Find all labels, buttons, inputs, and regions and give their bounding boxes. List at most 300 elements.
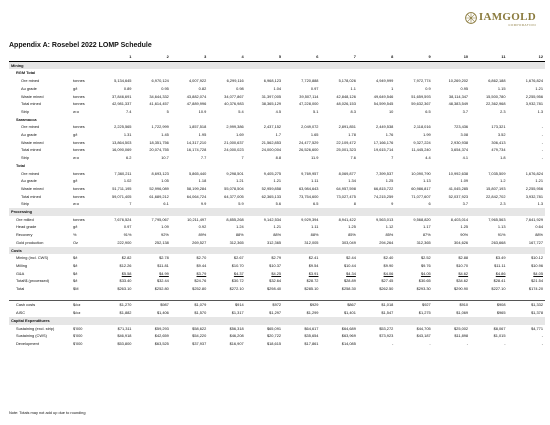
value-cell: 47,889,996 — [186, 101, 207, 107]
value-cell — [208, 61, 245, 69]
section-row — [9, 61, 545, 69]
row-label: Saramacca — [16, 116, 37, 122]
value-cell — [133, 293, 170, 301]
value-cell: 0.64 — [535, 224, 543, 230]
table-row — [9, 262, 545, 270]
value-cell — [96, 247, 133, 255]
value-cell: 14,317,210 — [186, 139, 207, 145]
value-cell — [208, 247, 245, 255]
value-cell: 41,614,457 — [149, 101, 169, 107]
value-cell: 294,264 — [379, 239, 394, 245]
value-cell: 37,846,691 — [111, 93, 132, 99]
value-cell: 10.7 — [161, 155, 169, 161]
value-cell: $17,861 — [304, 341, 319, 346]
value-cell: 7,676,524 — [114, 216, 132, 222]
year-header: 2 — [133, 53, 170, 61]
value-cell: 10,211,497 — [187, 216, 207, 222]
value-cell — [283, 293, 320, 301]
table-header-row — [9, 53, 545, 61]
value-cell: 5,178,026 — [338, 78, 356, 84]
value-cell: 1.13 — [497, 224, 506, 230]
value-cell — [470, 116, 507, 124]
value-cell: 1,676,824 — [525, 170, 543, 176]
value-cell: 8,941,422 — [338, 216, 356, 222]
value-cell: 312,365 — [266, 239, 282, 245]
value-cell — [395, 116, 432, 124]
value-cell: 5.1 — [313, 108, 319, 114]
value-cell: 15,807,193 — [486, 185, 506, 191]
value-cell: 1.04 — [273, 85, 282, 91]
value-cell: $9.76 — [420, 262, 431, 268]
value-cell: $2.79 — [271, 255, 282, 261]
row-label: Au grade — [21, 178, 37, 184]
value-cell: $1,275 — [418, 310, 431, 316]
value-cell: $53,272 — [379, 325, 394, 331]
value-cell — [470, 270, 507, 278]
value-cell: 7,641,929 — [525, 216, 543, 222]
value-cell: $43,187 — [416, 333, 431, 339]
value-cell — [96, 293, 133, 301]
value-cell: 0.82 — [198, 85, 207, 91]
row-label: Recovery — [16, 232, 33, 238]
row-unit: % — [73, 232, 77, 238]
value-cell: - — [391, 341, 394, 346]
row-unit: tonnes — [73, 93, 85, 99]
value-cell — [283, 162, 320, 170]
value-cell — [470, 247, 507, 255]
value-cell: $64,689 — [341, 325, 356, 331]
value-cell: - — [541, 132, 543, 138]
value-cell: $910 — [433, 301, 470, 309]
value-cell: 34,077,867 — [224, 93, 244, 99]
value-cell: 9,405,275 — [263, 170, 282, 176]
value-cell: 1.3 — [537, 201, 543, 207]
value-cell: $30.72 — [231, 278, 244, 284]
row-unit: w:o — [73, 201, 80, 207]
value-cell: 52,996,089 — [149, 185, 169, 191]
value-cell: 1.11 — [311, 178, 319, 184]
value-cell — [395, 293, 432, 301]
value-cell — [320, 208, 357, 216]
value-cell: 34,644,332 — [149, 93, 169, 99]
row-label: Strip — [21, 108, 29, 114]
value-cell: $30.65 — [418, 278, 431, 284]
value-cell: - — [466, 341, 469, 346]
value-cell: - — [541, 124, 543, 130]
value-cell: $8,067 — [493, 325, 506, 331]
value-cell: $285.10 — [304, 286, 319, 292]
table-row — [9, 325, 545, 333]
value-cell: - — [429, 341, 431, 346]
value-cell: 60,986,817 — [411, 185, 431, 191]
value-cell: $972 — [246, 301, 283, 309]
row-label: Ore mined — [21, 170, 40, 176]
value-cell: 87% — [422, 232, 431, 238]
value-cell — [358, 270, 395, 278]
value-text: $4.34 — [346, 270, 356, 276]
value-cell: 10,269,202 — [448, 78, 469, 84]
value-cell — [133, 247, 170, 255]
value-cell: 1.69 — [236, 132, 244, 138]
value-cell: 8.3 — [350, 108, 356, 114]
value-cell: 1.76 — [385, 132, 394, 138]
row-unit: g/t — [73, 178, 78, 184]
value-cell — [320, 116, 357, 124]
value-cell: $32.44 — [156, 278, 169, 284]
row-unit: $/oz — [73, 310, 81, 316]
value-cell: 2,437,152 — [263, 124, 282, 130]
value-cell: $262.50 — [379, 286, 394, 292]
value-cell: $46,918 — [117, 333, 132, 339]
value-cell: 0.95 — [161, 85, 169, 91]
value-cell: 22,842,702 — [486, 193, 506, 199]
value-cell: 92% — [161, 232, 169, 238]
value-cell: $28.41 — [493, 278, 506, 284]
value-cell: $965 — [496, 310, 506, 316]
value-cell: 1.09 — [161, 224, 169, 230]
value-cell: 10,992,638 — [448, 170, 469, 176]
row-label: Mining (incl. CWS) — [16, 255, 49, 261]
value-cell: 7.4 — [126, 108, 132, 114]
value-cell: $1,270 — [96, 301, 133, 309]
value-cell — [508, 293, 546, 301]
value-text: $4.05 — [533, 270, 543, 276]
year-header: 9 — [395, 53, 432, 61]
value-text: $4.62 — [458, 270, 469, 276]
value-cell: 9,327,224 — [413, 139, 431, 145]
row-unit: w:o — [73, 108, 80, 114]
logo-name: IAMGOLD — [478, 11, 536, 23]
value-cell — [208, 69, 245, 77]
value-cell: 2,999,386 — [226, 124, 244, 130]
value-cell — [395, 270, 432, 278]
row-unit: tonnes — [73, 101, 85, 107]
value-cell: 91% — [123, 232, 132, 238]
value-cell — [358, 293, 395, 301]
value-cell: 3,654,374 — [450, 147, 469, 153]
value-cell: 3,932,781 — [525, 193, 543, 199]
value-cell: 24,000,004 — [261, 147, 282, 153]
value-cell: 1.2 — [500, 178, 506, 184]
value-cell: 48,383,549 — [448, 101, 469, 107]
row-label: Capital Expenditures — [9, 317, 71, 325]
value-cell: 1.02 — [123, 178, 132, 184]
row-unit: tonnes — [73, 78, 85, 84]
spacer-row — [9, 293, 545, 301]
row-label: Total — [16, 162, 26, 168]
row-unit: tonnes — [73, 170, 85, 176]
value-cell: 40,376,983 — [224, 101, 244, 107]
row-unit — [71, 247, 96, 255]
value-cell: $10.44 — [343, 262, 356, 268]
table-row — [9, 177, 545, 185]
value-cell: $1,015 — [493, 333, 506, 339]
row-label: Milling — [16, 262, 28, 268]
value-cell: 1.11 — [311, 224, 319, 230]
value-cell — [320, 293, 357, 301]
value-cell — [320, 317, 357, 325]
value-cell: $1,882 — [119, 310, 132, 316]
value-cell: $1,079 — [171, 301, 208, 309]
value-cell — [96, 270, 133, 278]
value-cell: $10.96 — [531, 262, 543, 268]
value-cell: $290.90 — [454, 286, 469, 292]
value-cell: 4,949,999 — [375, 78, 394, 84]
value-cell: 7 — [241, 155, 244, 161]
value-cell — [96, 61, 133, 69]
table-row — [9, 231, 545, 239]
value-cell — [133, 162, 170, 170]
value-cell — [433, 317, 470, 325]
value-cell — [133, 61, 170, 69]
value-cell: 6.5 — [313, 201, 319, 207]
value-cell: 1 — [391, 85, 394, 91]
row-label: G&A — [16, 270, 25, 276]
value-cell: 64,064,724 — [186, 193, 207, 199]
value-cell: $1,317 — [231, 310, 244, 316]
table-row — [9, 332, 545, 340]
value-cell: 1.21 — [535, 85, 543, 91]
value-text: $4.37 — [233, 270, 244, 276]
value-cell: 9,769,957 — [301, 170, 319, 176]
value-cell: 1.21 — [535, 178, 543, 184]
value-cell — [395, 317, 432, 325]
value-cell: $1,297 — [269, 310, 282, 316]
row-unit: g/t — [73, 85, 78, 91]
value-cell: - — [504, 341, 506, 346]
header-cell — [71, 53, 96, 61]
row-label: Total\$ (processed) — [16, 278, 50, 284]
value-cell: 7 — [129, 201, 132, 207]
value-cell — [171, 208, 208, 216]
row-label: Waste mined — [21, 93, 44, 99]
value-cell: 74,215,259 — [373, 193, 394, 199]
row-unit: $/t — [73, 262, 78, 268]
value-cell: $25,002 — [454, 325, 469, 331]
value-cell: 25,001,323 — [336, 147, 356, 153]
value-cell — [283, 270, 320, 278]
value-text: $3.79 — [196, 270, 207, 276]
value-cell: $4,771 — [531, 325, 543, 331]
value-cell — [96, 208, 133, 216]
value-cell: 0.98 — [236, 85, 244, 91]
value-cell: 1.8 — [500, 155, 506, 161]
value-cell — [171, 116, 208, 124]
value-cell: $65,091 — [266, 325, 282, 331]
value-cell: 19,615,714 — [373, 147, 394, 153]
row-unit: tonnes — [73, 216, 85, 222]
value-cell: 10.9 — [198, 108, 207, 114]
value-cell — [433, 162, 470, 170]
value-cell — [246, 69, 283, 77]
table-row — [9, 200, 545, 208]
value-cell — [133, 208, 170, 216]
value-cell: $252.80 — [192, 286, 207, 292]
row-label: Au grade — [21, 132, 37, 138]
row-label: Total — [16, 286, 25, 292]
value-cell: 1.65 — [310, 132, 319, 138]
value-cell: $53,800 — [117, 341, 132, 346]
value-cell: 1.21 — [273, 224, 282, 230]
value-cell: $46,208 — [229, 333, 244, 339]
value-cell — [508, 162, 546, 170]
row-unit — [71, 61, 96, 69]
row-unit: $'000 — [73, 333, 83, 339]
table-row — [9, 139, 545, 147]
value-cell — [470, 293, 507, 301]
row-label: Waste mined — [21, 185, 44, 191]
value-cell: $10.37 — [269, 262, 282, 268]
value-cell: 5.4 — [238, 108, 244, 114]
row-unit: $/oz — [71, 301, 96, 309]
value-cell: 3.52 — [497, 132, 506, 138]
table-row — [9, 301, 545, 309]
row-label: Development — [16, 341, 39, 346]
value-cell — [320, 270, 357, 278]
value-cell: 11,445,240 — [411, 147, 431, 153]
value-cell — [358, 61, 395, 69]
value-cell: 1.7 — [275, 132, 282, 138]
year-header: 1 — [96, 53, 133, 61]
value-cell: $34.62 — [456, 278, 469, 284]
value-cell: 66,815,722 — [373, 185, 394, 191]
value-cell — [358, 69, 395, 77]
value-cell: 24,000,023 — [224, 147, 244, 153]
value-cell — [171, 270, 208, 278]
row-unit: $'000 — [73, 325, 83, 331]
year-header: 5 — [246, 53, 283, 61]
value-cell: $908 — [470, 301, 507, 309]
value-cell — [171, 162, 208, 170]
table-row — [9, 146, 545, 154]
value-cell: 6.5 — [425, 108, 431, 114]
value-cell: $10.70 — [456, 262, 469, 268]
value-cell: $1,401 — [343, 310, 356, 316]
value-cell: 85% — [385, 232, 394, 238]
value-cell: 51,711,195 — [112, 185, 132, 191]
row-unit: $'000 — [73, 341, 83, 346]
table-row — [9, 340, 545, 348]
row-label: Sustaining (excl. strip) — [16, 325, 55, 331]
value-cell: 7,399,537 — [375, 170, 394, 176]
value-cell: 6.1 — [163, 201, 169, 207]
table-row — [9, 85, 545, 93]
value-cell — [283, 69, 320, 77]
row-unit: g/t — [73, 132, 78, 138]
value-cell: $914 — [208, 301, 245, 309]
value-cell: 0.89 — [123, 85, 132, 91]
value-cell: 6,968,123 — [263, 78, 282, 84]
value-cell: $2.67 — [233, 255, 244, 261]
value-cell — [246, 270, 283, 278]
value-cell — [283, 61, 320, 69]
value-cell: $11.81 — [157, 262, 169, 268]
value-cell: 16,174,728 — [186, 147, 207, 153]
value-cell — [208, 208, 245, 216]
value-cell — [171, 69, 208, 77]
value-cell: 1.24 — [236, 224, 244, 230]
value-cell: $9.44 — [196, 262, 207, 268]
value-cell: 1.99 — [423, 132, 431, 138]
value-cell: $258.30 — [341, 286, 356, 292]
value-cell: 20,074,755 — [149, 147, 169, 153]
value-cell: 88% — [273, 232, 282, 238]
value-cell: 43,882,074 — [186, 93, 207, 99]
value-cell: $18,615 — [266, 341, 282, 346]
value-cell: 0.97 — [123, 224, 132, 230]
table-row — [9, 100, 545, 108]
value-cell: $2.52 — [420, 255, 431, 261]
row-label: Strip — [21, 201, 29, 207]
subsection-row — [9, 69, 545, 77]
value-cell: 59,071,405 — [111, 193, 132, 199]
value-cell: $63,969 — [341, 333, 356, 339]
value-cell — [395, 208, 432, 216]
value-cell — [283, 247, 320, 255]
value-cell: $11,898 — [454, 333, 469, 339]
value-cell: $929 — [283, 301, 320, 309]
value-cell: 3.7 — [462, 108, 469, 114]
value-cell: 18,351,756 — [149, 139, 169, 145]
row-unit: tonnes — [73, 185, 85, 191]
value-cell: 7,972,774 — [413, 78, 431, 84]
value-cell — [246, 317, 283, 325]
value-cell: 2,049,072 — [301, 124, 319, 130]
value-cell: 47,228,000 — [298, 101, 319, 107]
value-cell — [470, 162, 507, 170]
value-cell: 11.9 — [311, 155, 319, 161]
value-cell: 303,049 — [341, 239, 356, 245]
value-text: $4.06 — [383, 270, 394, 276]
row-label: Head grade — [16, 224, 37, 230]
value-cell: $298.40 — [266, 286, 282, 292]
row-label: Total mined — [21, 193, 41, 199]
value-cell: $2.41 — [308, 255, 319, 261]
row-label: Total mined — [21, 101, 41, 107]
value-cell: 6,299,116 — [226, 78, 244, 84]
value-cell: 1,857,518 — [188, 124, 207, 130]
row-unit: $/t — [73, 255, 78, 261]
value-cell — [470, 208, 507, 216]
value-cell: 2,225,565 — [114, 124, 132, 130]
value-cell: 167,727 — [528, 239, 543, 245]
value-cell — [171, 317, 208, 325]
iamgold-emblem-icon — [465, 12, 477, 24]
value-cell: $2.78 — [159, 255, 169, 261]
value-cell — [433, 61, 470, 69]
value-cell — [208, 162, 245, 170]
row-label: Gold production — [16, 239, 44, 245]
value-cell: 21,000,637 — [224, 139, 244, 145]
value-cell: $2.44 — [346, 255, 356, 261]
value-cell: 1.25 — [348, 224, 356, 230]
table-row — [9, 170, 545, 178]
value-cell: 1,676,824 — [525, 78, 543, 84]
value-cell: 9 — [391, 201, 394, 207]
value-cell: $64,617 — [304, 325, 319, 331]
value-text: $4.05 — [420, 270, 431, 276]
value-cell: 2,255,956 — [525, 185, 543, 191]
value-cell: 2,930,938 — [450, 139, 469, 145]
row-label: AISC — [16, 310, 26, 316]
row-unit — [71, 317, 96, 325]
value-cell: 73,027,475 — [336, 193, 356, 199]
value-cell — [433, 247, 470, 255]
value-cell: 52,959,858 — [261, 185, 282, 191]
row-unit: Oz — [73, 239, 79, 245]
row-label: Waste mined — [21, 139, 44, 145]
value-cell — [171, 61, 208, 69]
